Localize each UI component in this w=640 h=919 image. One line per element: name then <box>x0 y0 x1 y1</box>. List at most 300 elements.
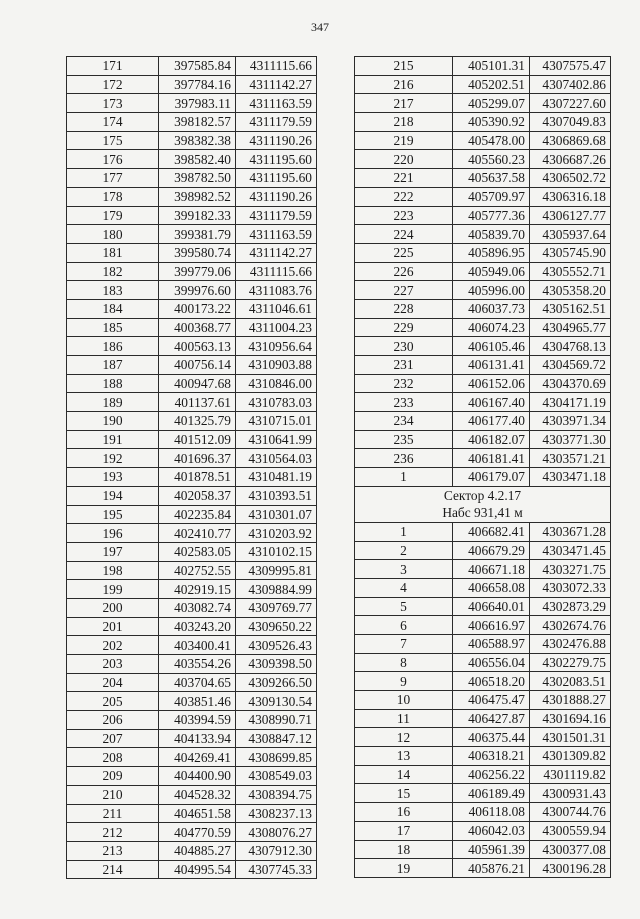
coord-y: 4308990.71 <box>236 711 317 730</box>
point-number: 205 <box>67 692 159 711</box>
coord-x: 406556.04 <box>453 653 530 672</box>
point-number: 227 <box>355 281 453 300</box>
point-number: 184 <box>67 299 159 318</box>
coord-y: 4301888.27 <box>530 691 611 710</box>
table-row <box>67 486 317 505</box>
coord-y: 4305552.71 <box>530 262 611 281</box>
point-number: 229 <box>355 318 453 337</box>
coord-x: 400368.77 <box>159 318 236 337</box>
coord-y: 4307912.30 <box>236 841 317 860</box>
point-number: 207 <box>67 729 159 748</box>
coord-y: 4302674.76 <box>530 616 611 635</box>
coord-x: 405949.06 <box>453 262 530 281</box>
coord-y: 4310715.01 <box>236 412 317 431</box>
coord-x: 406671.18 <box>453 560 530 579</box>
point-number: 210 <box>67 785 159 804</box>
coord-y: 4308847.12 <box>236 729 317 748</box>
coord-y: 4310301.07 <box>236 505 317 524</box>
table-row <box>67 243 317 262</box>
section-header-row <box>355 486 611 522</box>
coord-y: 4303771.30 <box>530 430 611 449</box>
table-row <box>67 729 317 748</box>
table-row <box>67 75 317 94</box>
coord-x: 400947.68 <box>159 374 236 393</box>
coord-x: 399381.79 <box>159 225 236 244</box>
coord-y: 4301309.82 <box>530 747 611 766</box>
coord-x: 401325.79 <box>159 412 236 431</box>
point-number: 180 <box>67 225 159 244</box>
table-row <box>355 578 611 597</box>
point-number: 200 <box>67 598 159 617</box>
coord-y: 4307049.83 <box>530 113 611 132</box>
table-row <box>67 356 317 375</box>
coord-y: 4306316.18 <box>530 187 611 206</box>
table-row <box>355 412 611 431</box>
point-number: 217 <box>355 94 453 113</box>
point-number: 208 <box>67 748 159 767</box>
table-row <box>355 709 611 728</box>
table-row <box>355 784 611 803</box>
coord-x: 406181.41 <box>453 449 530 468</box>
table-row <box>355 468 611 487</box>
point-number: 226 <box>355 262 453 281</box>
table-row <box>67 281 317 300</box>
point-number: 16 <box>355 803 453 822</box>
coord-y: 4308699.85 <box>236 748 317 767</box>
section-header <box>355 486 611 522</box>
coord-y: 4310564.03 <box>236 449 317 468</box>
point-number: 216 <box>355 75 453 94</box>
coord-y: 4304569.72 <box>530 356 611 375</box>
coord-x: 403704.65 <box>159 673 236 692</box>
table-row <box>67 150 317 169</box>
coord-y: 4310102.15 <box>236 542 317 561</box>
table-row <box>67 692 317 711</box>
coord-x: 397585.84 <box>159 57 236 76</box>
coord-y: 4310956.64 <box>236 337 317 356</box>
table-row <box>355 747 611 766</box>
table-row <box>355 541 611 560</box>
coord-x: 406118.08 <box>453 803 530 822</box>
coord-x: 402919.15 <box>159 580 236 599</box>
table-row <box>67 412 317 431</box>
coord-y: 4302873.29 <box>530 597 611 616</box>
point-number: 220 <box>355 150 453 169</box>
point-number: 12 <box>355 728 453 747</box>
coord-y: 4311195.60 <box>236 150 317 169</box>
table-row <box>355 150 611 169</box>
table-row <box>67 598 317 617</box>
coord-x: 403554.26 <box>159 655 236 674</box>
coord-x: 401512.09 <box>159 430 236 449</box>
table-row <box>355 206 611 225</box>
coord-y: 4311163.59 <box>236 225 317 244</box>
table-row <box>355 821 611 840</box>
coord-y: 4307227.60 <box>530 94 611 113</box>
table-row <box>355 653 611 672</box>
coord-x: 406616.97 <box>453 616 530 635</box>
table-row <box>67 94 317 113</box>
coord-x: 406037.73 <box>453 299 530 318</box>
table-row <box>355 225 611 244</box>
coord-y: 4310393.51 <box>236 486 317 505</box>
coord-x: 405560.23 <box>453 150 530 169</box>
coord-x: 401137.61 <box>159 393 236 412</box>
point-number: 188 <box>67 374 159 393</box>
coord-x: 404885.27 <box>159 841 236 860</box>
coord-x: 406131.41 <box>453 356 530 375</box>
coord-x: 397983.11 <box>159 94 236 113</box>
table-row <box>355 243 611 262</box>
coord-x: 406588.97 <box>453 634 530 653</box>
point-number: 1 <box>355 468 453 487</box>
point-number: 234 <box>355 412 453 431</box>
coord-y: 4303072.33 <box>530 578 611 597</box>
coord-y: 4311179.59 <box>236 206 317 225</box>
point-number: 228 <box>355 299 453 318</box>
table-row <box>355 337 611 356</box>
point-number: 219 <box>355 131 453 150</box>
table-row <box>355 634 611 653</box>
coordinates-table-left <box>66 56 317 879</box>
table-row <box>67 57 317 76</box>
coord-x: 406475.47 <box>453 691 530 710</box>
coord-x: 406182.07 <box>453 430 530 449</box>
coord-y: 4301694.16 <box>530 709 611 728</box>
table-row <box>67 468 317 487</box>
point-number: 173 <box>67 94 159 113</box>
table-row <box>67 804 317 823</box>
coord-y: 4300559.94 <box>530 821 611 840</box>
point-number: 221 <box>355 169 453 188</box>
coord-x: 404269.41 <box>159 748 236 767</box>
table-row <box>67 299 317 318</box>
point-number: 7 <box>355 634 453 653</box>
point-number: 15 <box>355 784 453 803</box>
coord-y: 4303471.18 <box>530 468 611 487</box>
coord-x: 406152.06 <box>453 374 530 393</box>
coord-y: 4309995.81 <box>236 561 317 580</box>
point-number: 179 <box>67 206 159 225</box>
point-number: 181 <box>67 243 159 262</box>
table-row <box>67 505 317 524</box>
point-number: 3 <box>355 560 453 579</box>
coord-x: 402058.37 <box>159 486 236 505</box>
coord-y: 4303671.28 <box>530 522 611 541</box>
point-number: 194 <box>67 486 159 505</box>
table-row <box>355 560 611 579</box>
coord-x: 405777.36 <box>453 206 530 225</box>
coord-y: 4311163.59 <box>236 94 317 113</box>
table-row <box>355 169 611 188</box>
coord-y: 4305937.64 <box>530 225 611 244</box>
table-row <box>355 281 611 300</box>
coord-y: 4310783.03 <box>236 393 317 412</box>
point-number: 178 <box>67 187 159 206</box>
coord-x: 406074.23 <box>453 318 530 337</box>
table-row <box>355 430 611 449</box>
coord-x: 404770.59 <box>159 823 236 842</box>
coord-y: 4303571.21 <box>530 449 611 468</box>
table-row <box>355 728 611 747</box>
point-number: 17 <box>355 821 453 840</box>
table-row <box>355 393 611 412</box>
coord-x: 406658.08 <box>453 578 530 597</box>
coord-x: 403851.46 <box>159 692 236 711</box>
table-row <box>355 616 611 635</box>
point-number: 199 <box>67 580 159 599</box>
coord-y: 4311083.76 <box>236 281 317 300</box>
coord-x: 402235.84 <box>159 505 236 524</box>
coord-y: 4307745.33 <box>236 860 317 879</box>
point-number: 11 <box>355 709 453 728</box>
coord-y: 4309266.50 <box>236 673 317 692</box>
coord-y: 4308076.27 <box>236 823 317 842</box>
point-number: 13 <box>355 747 453 766</box>
coord-x: 399779.06 <box>159 262 236 281</box>
coord-y: 4305358.20 <box>530 281 611 300</box>
table-row <box>355 262 611 281</box>
point-number: 190 <box>67 412 159 431</box>
table-row <box>67 131 317 150</box>
coord-y: 4310481.19 <box>236 468 317 487</box>
coord-y: 4300931.43 <box>530 784 611 803</box>
table-row <box>67 580 317 599</box>
coord-x: 406189.49 <box>453 784 530 803</box>
point-number: 213 <box>67 841 159 860</box>
table-row <box>67 187 317 206</box>
point-number: 211 <box>67 804 159 823</box>
point-number: 193 <box>67 468 159 487</box>
point-number: 4 <box>355 578 453 597</box>
coord-y: 4309398.50 <box>236 655 317 674</box>
coord-y: 4309884.99 <box>236 580 317 599</box>
point-number: 214 <box>67 860 159 879</box>
point-number: 177 <box>67 169 159 188</box>
coord-x: 405478.00 <box>453 131 530 150</box>
table-row <box>67 767 317 786</box>
table-row <box>355 803 611 822</box>
coord-y: 4310903.88 <box>236 356 317 375</box>
coord-x: 397784.16 <box>159 75 236 94</box>
coord-x: 401696.37 <box>159 449 236 468</box>
coord-x: 405996.00 <box>453 281 530 300</box>
coord-x: 399976.60 <box>159 281 236 300</box>
point-number: 172 <box>67 75 159 94</box>
coord-y: 4303271.75 <box>530 560 611 579</box>
point-number: 235 <box>355 430 453 449</box>
table-row <box>355 318 611 337</box>
coord-x: 406375.44 <box>453 728 530 747</box>
coord-x: 399580.74 <box>159 243 236 262</box>
coord-y: 4311004.23 <box>236 318 317 337</box>
coord-x: 400756.14 <box>159 356 236 375</box>
point-number: 183 <box>67 281 159 300</box>
coord-y: 4309650.22 <box>236 617 317 636</box>
table-row <box>355 691 611 710</box>
coord-x: 403243.20 <box>159 617 236 636</box>
table-row <box>355 131 611 150</box>
point-number: 196 <box>67 524 159 543</box>
point-number: 9 <box>355 672 453 691</box>
point-number: 187 <box>67 356 159 375</box>
table-row <box>355 57 611 76</box>
point-number: 206 <box>67 711 159 730</box>
coord-y: 4309130.54 <box>236 692 317 711</box>
coord-y: 4306502.72 <box>530 169 611 188</box>
table-row <box>355 840 611 859</box>
coord-y: 4302279.75 <box>530 653 611 672</box>
coord-y: 4311115.66 <box>236 57 317 76</box>
point-number: 215 <box>355 57 453 76</box>
coord-y: 4300744.76 <box>530 803 611 822</box>
table-row <box>67 617 317 636</box>
coord-x: 399182.33 <box>159 206 236 225</box>
table-row <box>67 206 317 225</box>
coord-y: 4311190.26 <box>236 187 317 206</box>
point-number: 198 <box>67 561 159 580</box>
coord-x: 405299.07 <box>453 94 530 113</box>
coord-x: 406427.87 <box>453 709 530 728</box>
coord-x: 406042.03 <box>453 821 530 840</box>
coord-y: 4308549.03 <box>236 767 317 786</box>
point-number: 204 <box>67 673 159 692</box>
coord-x: 404995.54 <box>159 860 236 879</box>
table-row <box>355 597 611 616</box>
table-row <box>67 113 317 132</box>
point-number: 5 <box>355 597 453 616</box>
section-subtitle: Набс 931,41 м <box>442 505 523 521</box>
coord-x: 400563.13 <box>159 337 236 356</box>
coord-y: 4306127.77 <box>530 206 611 225</box>
coord-x: 406105.46 <box>453 337 530 356</box>
coord-x: 405101.31 <box>453 57 530 76</box>
table-row <box>67 169 317 188</box>
table-row <box>355 187 611 206</box>
coord-x: 404400.90 <box>159 767 236 786</box>
coord-y: 4304370.69 <box>530 374 611 393</box>
coord-x: 404528.32 <box>159 785 236 804</box>
coord-x: 405896.95 <box>453 243 530 262</box>
point-number: 222 <box>355 187 453 206</box>
coord-x: 398182.57 <box>159 113 236 132</box>
coord-x: 405876.21 <box>453 859 530 878</box>
coord-x: 406679.29 <box>453 541 530 560</box>
coord-y: 4303971.34 <box>530 412 611 431</box>
point-number: 176 <box>67 150 159 169</box>
table-row <box>67 318 317 337</box>
table-row <box>67 785 317 804</box>
table-row <box>67 673 317 692</box>
coord-y: 4311179.59 <box>236 113 317 132</box>
coord-y: 4310641.99 <box>236 430 317 449</box>
coord-x: 405961.39 <box>453 840 530 859</box>
table-row <box>67 841 317 860</box>
coord-x: 405390.92 <box>453 113 530 132</box>
table-row <box>67 393 317 412</box>
coord-x: 403400.41 <box>159 636 236 655</box>
coord-x: 404133.94 <box>159 729 236 748</box>
coord-y: 4304768.13 <box>530 337 611 356</box>
point-number: 224 <box>355 225 453 244</box>
coord-y: 4309526.43 <box>236 636 317 655</box>
coord-x: 398782.50 <box>159 169 236 188</box>
coord-y: 4300196.28 <box>530 859 611 878</box>
coord-x: 405637.58 <box>453 169 530 188</box>
coord-y: 4307575.47 <box>530 57 611 76</box>
point-number: 232 <box>355 374 453 393</box>
coord-y: 4309769.77 <box>236 598 317 617</box>
point-number: 202 <box>67 636 159 655</box>
coord-y: 4310846.00 <box>236 374 317 393</box>
coord-y: 4301501.31 <box>530 728 611 747</box>
point-number: 203 <box>67 655 159 674</box>
coord-x: 406177.40 <box>453 412 530 431</box>
table-row <box>67 860 317 879</box>
point-number: 185 <box>67 318 159 337</box>
point-number: 6 <box>355 616 453 635</box>
coord-x: 405709.97 <box>453 187 530 206</box>
point-number: 225 <box>355 243 453 262</box>
table-row <box>67 374 317 393</box>
coord-x: 400173.22 <box>159 299 236 318</box>
point-number: 212 <box>67 823 159 842</box>
coord-y: 4301119.82 <box>530 765 611 784</box>
coord-x: 406318.21 <box>453 747 530 766</box>
table-row <box>67 524 317 543</box>
point-number: 8 <box>355 653 453 672</box>
table-row <box>67 655 317 674</box>
coord-x: 406682.41 <box>453 522 530 541</box>
coord-x: 398582.40 <box>159 150 236 169</box>
table-row <box>355 449 611 468</box>
point-number: 174 <box>67 113 159 132</box>
coord-y: 4306869.68 <box>530 131 611 150</box>
table-row <box>67 636 317 655</box>
point-number: 230 <box>355 337 453 356</box>
table-row <box>355 765 611 784</box>
coord-x: 406518.20 <box>453 672 530 691</box>
point-number: 233 <box>355 393 453 412</box>
point-number: 201 <box>67 617 159 636</box>
table-row <box>355 94 611 113</box>
table-row <box>67 430 317 449</box>
coord-y: 4311142.27 <box>236 75 317 94</box>
point-number: 171 <box>67 57 159 76</box>
coord-x: 405202.51 <box>453 75 530 94</box>
point-number: 186 <box>67 337 159 356</box>
table-row <box>67 337 317 356</box>
coord-y: 4311142.27 <box>236 243 317 262</box>
table-row <box>355 672 611 691</box>
coord-y: 4302083.51 <box>530 672 611 691</box>
table-row <box>355 859 611 878</box>
point-number: 236 <box>355 449 453 468</box>
coord-x: 401878.51 <box>159 468 236 487</box>
coord-y: 4302476.88 <box>530 634 611 653</box>
section-title: Сектор 4.2.17 <box>443 488 522 504</box>
point-number: 191 <box>67 430 159 449</box>
point-number: 2 <box>355 541 453 560</box>
point-number: 209 <box>67 767 159 786</box>
coord-y: 4310203.92 <box>236 524 317 543</box>
coord-y: 4311190.26 <box>236 131 317 150</box>
coord-y: 4305745.90 <box>530 243 611 262</box>
point-number: 10 <box>355 691 453 710</box>
table-row <box>67 449 317 468</box>
table-row <box>67 561 317 580</box>
point-number: 223 <box>355 206 453 225</box>
